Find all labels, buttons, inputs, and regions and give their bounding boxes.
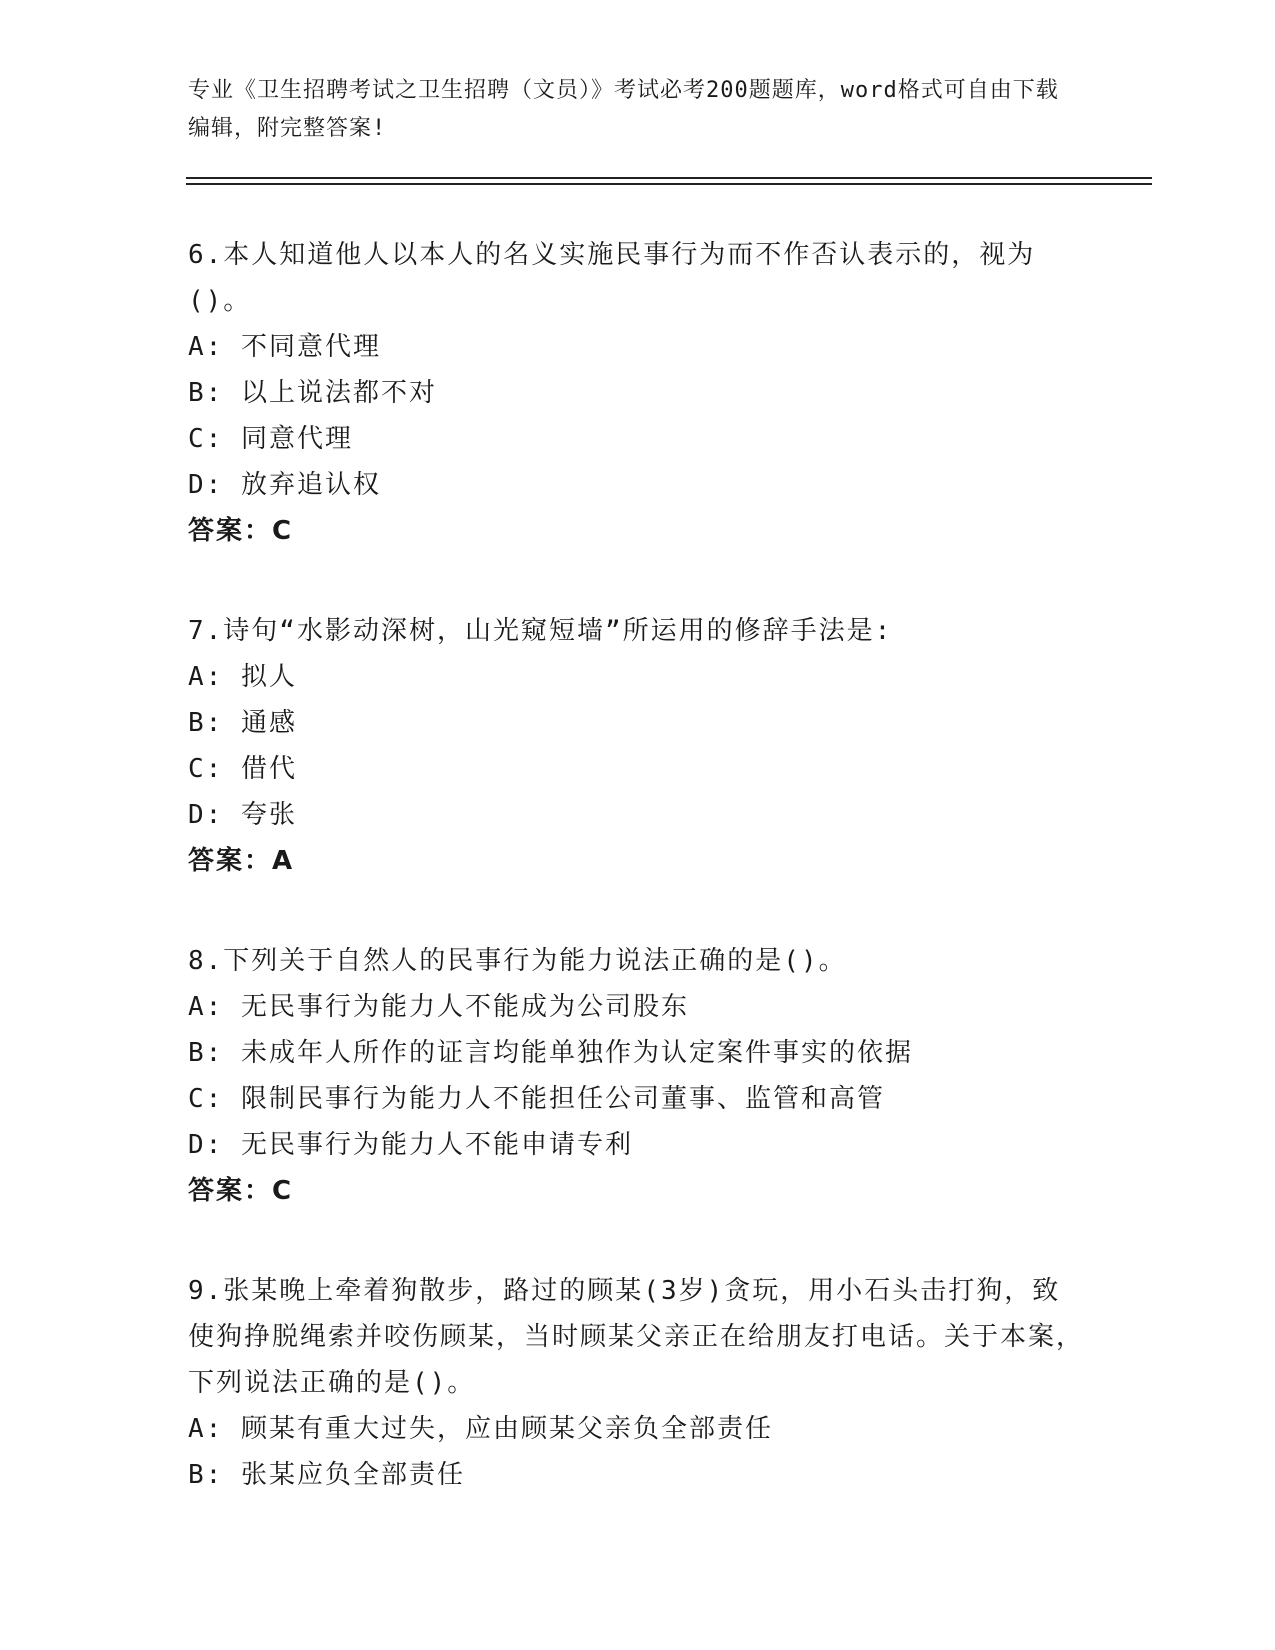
option-d: D: 无民事行为能力人不能申请专利 — [188, 1130, 633, 1160]
option-b: B: 通感 — [188, 708, 297, 738]
option-c: C: 借代 — [188, 754, 297, 784]
question-7 — [188, 608, 1088, 884]
header-divider-bottom — [186, 183, 1152, 185]
option-c: C: 限制民事行为能力人不能担任公司董事、监管和高管 — [188, 1084, 885, 1114]
question-6 — [188, 232, 1088, 554]
question-9 — [188, 1268, 1088, 1498]
option-b: B: 未成年人所作的证言均能单独作为认定案件事实的依据 — [188, 1038, 913, 1068]
option-b: B: 以上说法都不对 — [188, 378, 437, 408]
question-stem: 8.下列关于自然人的民事行为能力说法正确的是()。 — [188, 946, 847, 976]
header-divider-top — [186, 177, 1152, 179]
answer-line: 答案：C — [188, 1176, 294, 1206]
option-c: C: 同意代理 — [188, 424, 353, 454]
option-a: A: 无民事行为能力人不能成为公司股东 — [188, 992, 689, 1022]
option-a: A: 拟人 — [188, 662, 297, 692]
option-a: A: 顾某有重大过失，应由顾某父亲负全部责任 — [188, 1414, 773, 1444]
document-description: 专业《卫生招聘考试之卫生招聘（文员）》考试必考200题题库，word格式可自由下载编辑，附完整答案! — [188, 78, 1059, 141]
question-8 — [188, 938, 1088, 1214]
question-stem: 7.诗句“水影动深树，山光窥短墙”所运用的修辞手法是: — [188, 616, 893, 646]
option-d: D: 放弃追认权 — [188, 470, 381, 500]
answer-line: 答案：C — [188, 516, 294, 546]
option-d: D: 夸张 — [188, 800, 297, 830]
option-b: B: 张某应负全部责任 — [188, 1460, 465, 1490]
option-a: A: 不同意代理 — [188, 332, 381, 362]
question-list — [188, 232, 1088, 1552]
question-stem: 6.本人知道他人以本人的名义实施民事行为而不作否认表示的，视为()。 — [188, 240, 1036, 316]
answer-line: 答案：A — [188, 846, 295, 876]
question-stem: 9.张某晚上牵着狗散步，路过的顾某(3岁)贪玩，用小石头击打狗，致使狗挣脱绳索并咬伤顾某，当时顾某父亲正在给朋友打电话。关于本案，下列说法正确的是()。 — [188, 1276, 1085, 1398]
